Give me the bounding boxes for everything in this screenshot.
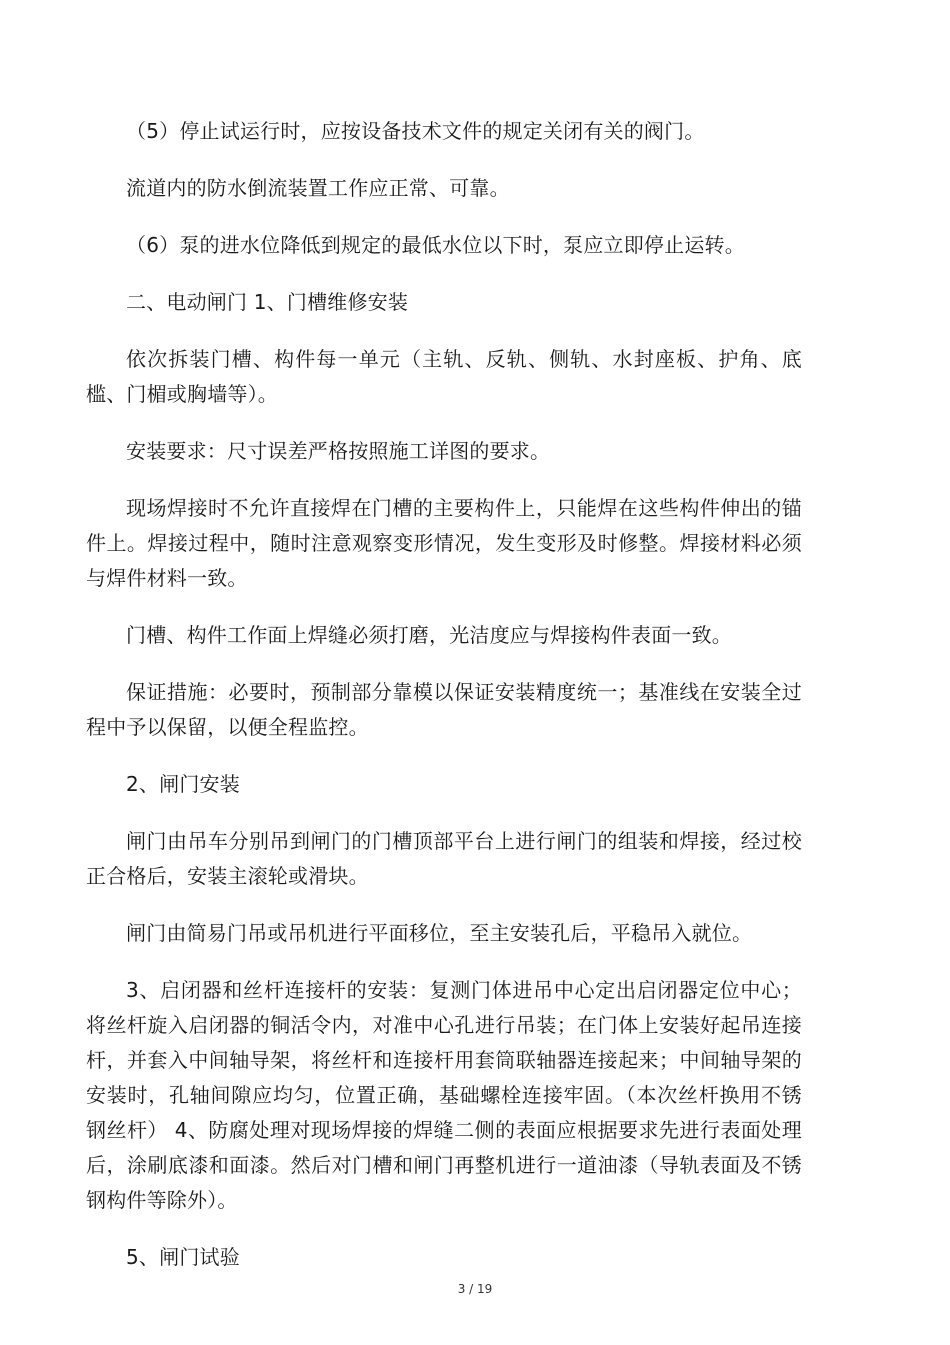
paragraph-gate-assembly: 闸门由吊车分别吊到闸门的门槽顶部平台上进行闸门的组装和焊接，经过校正合格后，安装主滚轮或滑块。 [86,829,802,888]
paragraph-weld-grinding: 门槽、构件工作面上焊缝必须打磨，光洁度应与焊接构件表面一致。 [126,623,732,647]
section-heading-gate-test: 5、闸门试验 [126,1245,240,1269]
paragraph-welding: 现场焊接时不允许直接焊在门槽的主要构件上，只能焊在这些构件伸出的锚件上。焊接过程中，随时注意观察变形情况，发生变形及时修整。焊接材料必须与焊件材料一致。 [86,496,802,590]
paragraph-pump-water-level: （6）泵的进水位降低到规定的最低水位以下时，泵应立即停止运转。 [126,233,745,257]
paragraph-disassembly: 依次拆装门槽、构件每一单元（主轨、反轨、侧轨、水封座板、护角、底槛、门楣或胸墙等）。 [86,347,802,406]
paragraph-gate-positioning: 闸门由简易门吊或吊机进行平面移位，至主安装孔后，平稳吊入就位。 [126,921,753,945]
paragraph-stop-trial-run: （5）停止试运行时，应按设备技术文件的规定关闭有关的阀门。 [126,119,705,143]
document-body [86,114,802,1297]
page-number: 3 / 19 [457,1282,493,1296]
section-heading-electric-gate: 二、电动闸门 1、门槽维修安装 [126,290,409,314]
paragraph-hoist-installation: 3、启闭器和丝杆连接杆的安装：复测门体进吊中心定出启闭器定位中心；将丝杆旋入启闭器的铜活令内，对准中心孔进行吊装；在门体上安装好起吊连接杆，并套入中间轴导架，将丝杆和连接杆用套筒联轴器连接起来；中间轴导架的安装时，孔轴间隙应均匀，位置正确，基础螺栓连接牢固。（本次丝杆换用不锈钢丝杆） 4、防腐处理对现场焊接的焊缝二侧的表面应根据要求先进行表面处理后，涂刷底漆和面漆。然后对门槽和闸门再整机进行一道油漆（导轨表面及不锈钢构件等除外）。 [86,978,802,1212]
paragraph-guarantee-measures: 保证措施：必要时，预制部分靠模以保证安装精度统一；基准线在安装全过程中予以保留，以便全程监控。 [86,680,802,739]
paragraph-backflow-device: 流道内的防水倒流装置工作应正常、可靠。 [126,176,510,200]
paragraph-install-requirements: 安装要求：尺寸误差严格按照施工详图的要求。 [126,439,551,463]
section-heading-gate-installation: 2、闸门安装 [126,772,240,796]
